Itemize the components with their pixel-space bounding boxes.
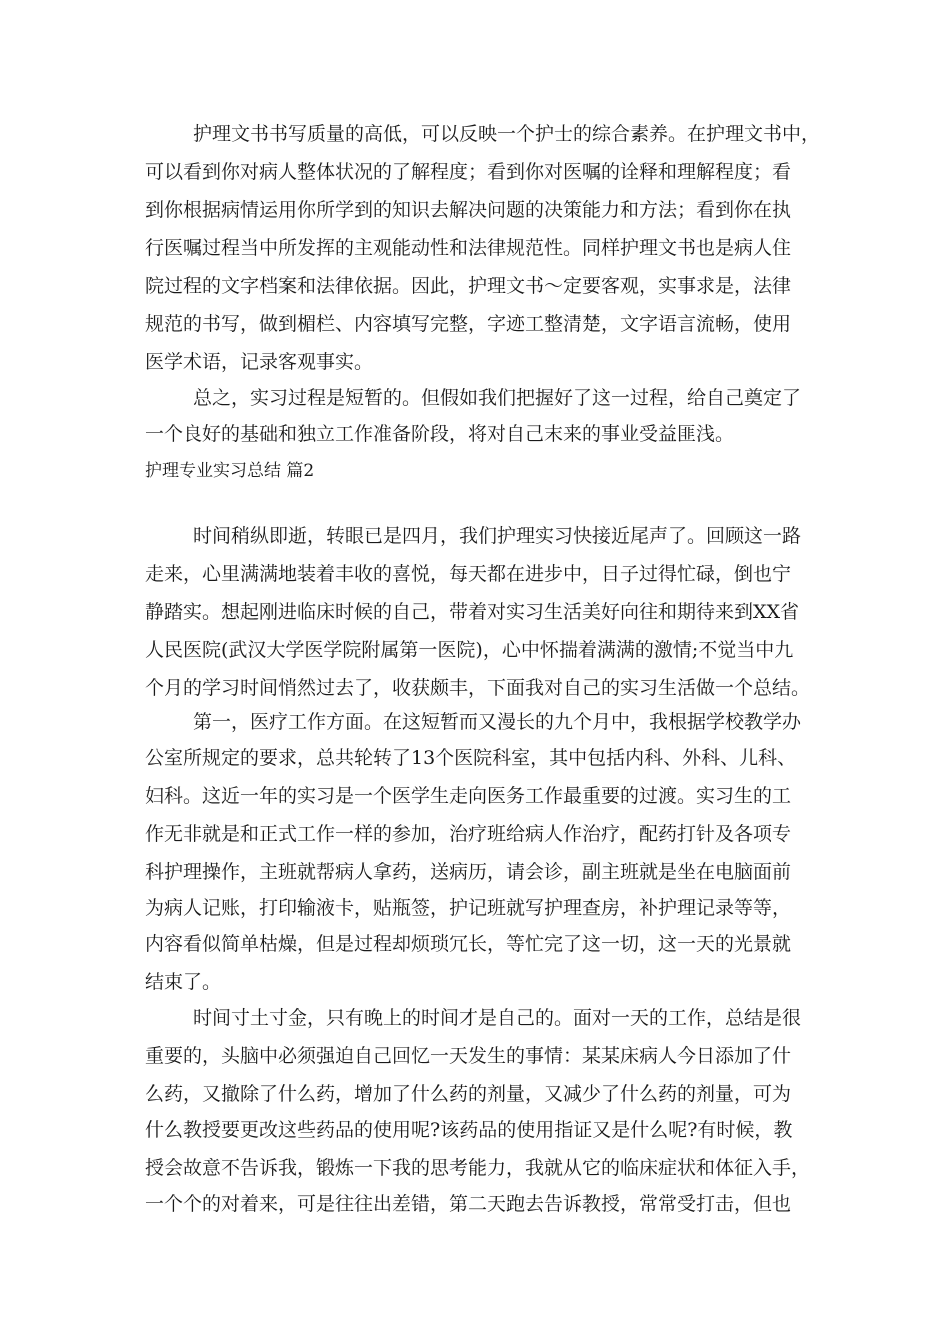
paragraph-line: 人民医院(武汉大学医学院附属第一医院)，心中怀揣着满满的激情;不觉当中九 (145, 639, 794, 661)
paragraph-line: 院过程的文字档案和法律依据。因此，护理文书～定要客观，实事求是，法律 (145, 275, 792, 297)
paragraph-line: 科护理操作，主班就帮病人拿药，送病历，请会诊，副主班就是坐在电脑面前 (145, 861, 792, 883)
paragraph-line: 一个良好的基础和独立工作准备阶段，将对自己末来的事业受益匪浅。 (145, 423, 735, 445)
section-title: 护理专业实习总结 篇2 (145, 461, 315, 481)
paragraph-line: 妇科。这近一年的实习是一个医学生走向医务工作最重要的过渡。实习生的工 (145, 785, 792, 807)
paragraph-line: 结束了。 (145, 971, 222, 993)
paragraph-line: 什么教授要更改这些药品的使用呢?该药品的使用指证又是什么呢?有时候，教 (145, 1119, 793, 1141)
paragraph-line: 第一，医疗工作方面。在这短暂而又漫长的九个月中，我根据学校教学办 (193, 711, 802, 733)
paragraph-line: 行医嘱过程当中所发挥的主观能动性和法律规范性。同样护理文书也是病人住 (145, 237, 792, 259)
paragraph-line: 重要的，头脑中必须强迫自己回忆一天发生的事情：某某床病人今日添加了什 (145, 1045, 792, 1067)
paragraph-line: 时间稍纵即逝，转眼已是四月，我们护理实习快接近尾声了。回顾这一路 (193, 525, 802, 547)
paragraph-line: 走来，心里满满地装着丰收的喜悦，每天都在进步中，日子过得忙碌，倒也宁 (145, 563, 792, 585)
paragraph-line: 内容看似简单枯燥，但是过程却烦琐冗长，等忙完了这一切，这一天的光景就 (145, 933, 792, 955)
paragraph-line: 护理文书书写质量的高低，可以反映一个护士的综合素养。在护理文书中， (193, 123, 821, 145)
paragraph-line: 个月的学习时间悄然过去了，收获颇丰，下面我对自己的实习生活做一个总结。 (145, 677, 811, 699)
paragraph-line: 公室所规定的要求，总共轮转了13个医院科室，其中包括内科、外科、儿科、 (145, 747, 797, 769)
paragraph-line: 静踏实。想起刚进临床时候的自己，带着对实习生活美好向往和期待来到XX省 (145, 601, 800, 623)
paragraph-line: 作无非就是和正式工作一样的参加，治疗班给病人作治疗，配药打针及各项专 (145, 823, 792, 845)
paragraph-line: 总之，实习过程是短暂的。但假如我们把握好了这一过程，给自己奠定了 (193, 387, 802, 409)
paragraph-line: 规范的书写，做到楣栏、内容填写完整，字迹工整清楚，文字语言流畅，使用 (145, 313, 792, 335)
paragraph-line: 医学术语，记录客观事实。 (145, 351, 374, 373)
paragraph-line: 时间寸土寸金，只有晚上的时间才是自己的。面对一天的工作，总结是很 (193, 1007, 802, 1029)
paragraph-line: 可以看到你对病人整体状况的了解程度；看到你对医嘱的诠释和理解程度；看 (145, 161, 792, 183)
paragraph-line: 为病人记账，打印输液卡，贴瓶签，护记班就写护理查房，补护理记录等等， (145, 897, 792, 919)
paragraph-line: 么药，又撤除了什么药，增加了什么药的剂量，又减少了什么药的剂量，可为 (145, 1083, 792, 1105)
paragraph-line: 一个个的对着来，可是往往出差错，第二天跑去告诉教授，常常受打击，但也 (145, 1193, 792, 1215)
paragraph-line: 到你根据病情运用你所学到的知识去解决问题的决策能力和方法；看到你在执 (145, 199, 792, 221)
paragraph-line: 授会故意不告诉我，锻炼一下我的思考能力，我就从它的临床症状和体征入手， (145, 1157, 811, 1179)
